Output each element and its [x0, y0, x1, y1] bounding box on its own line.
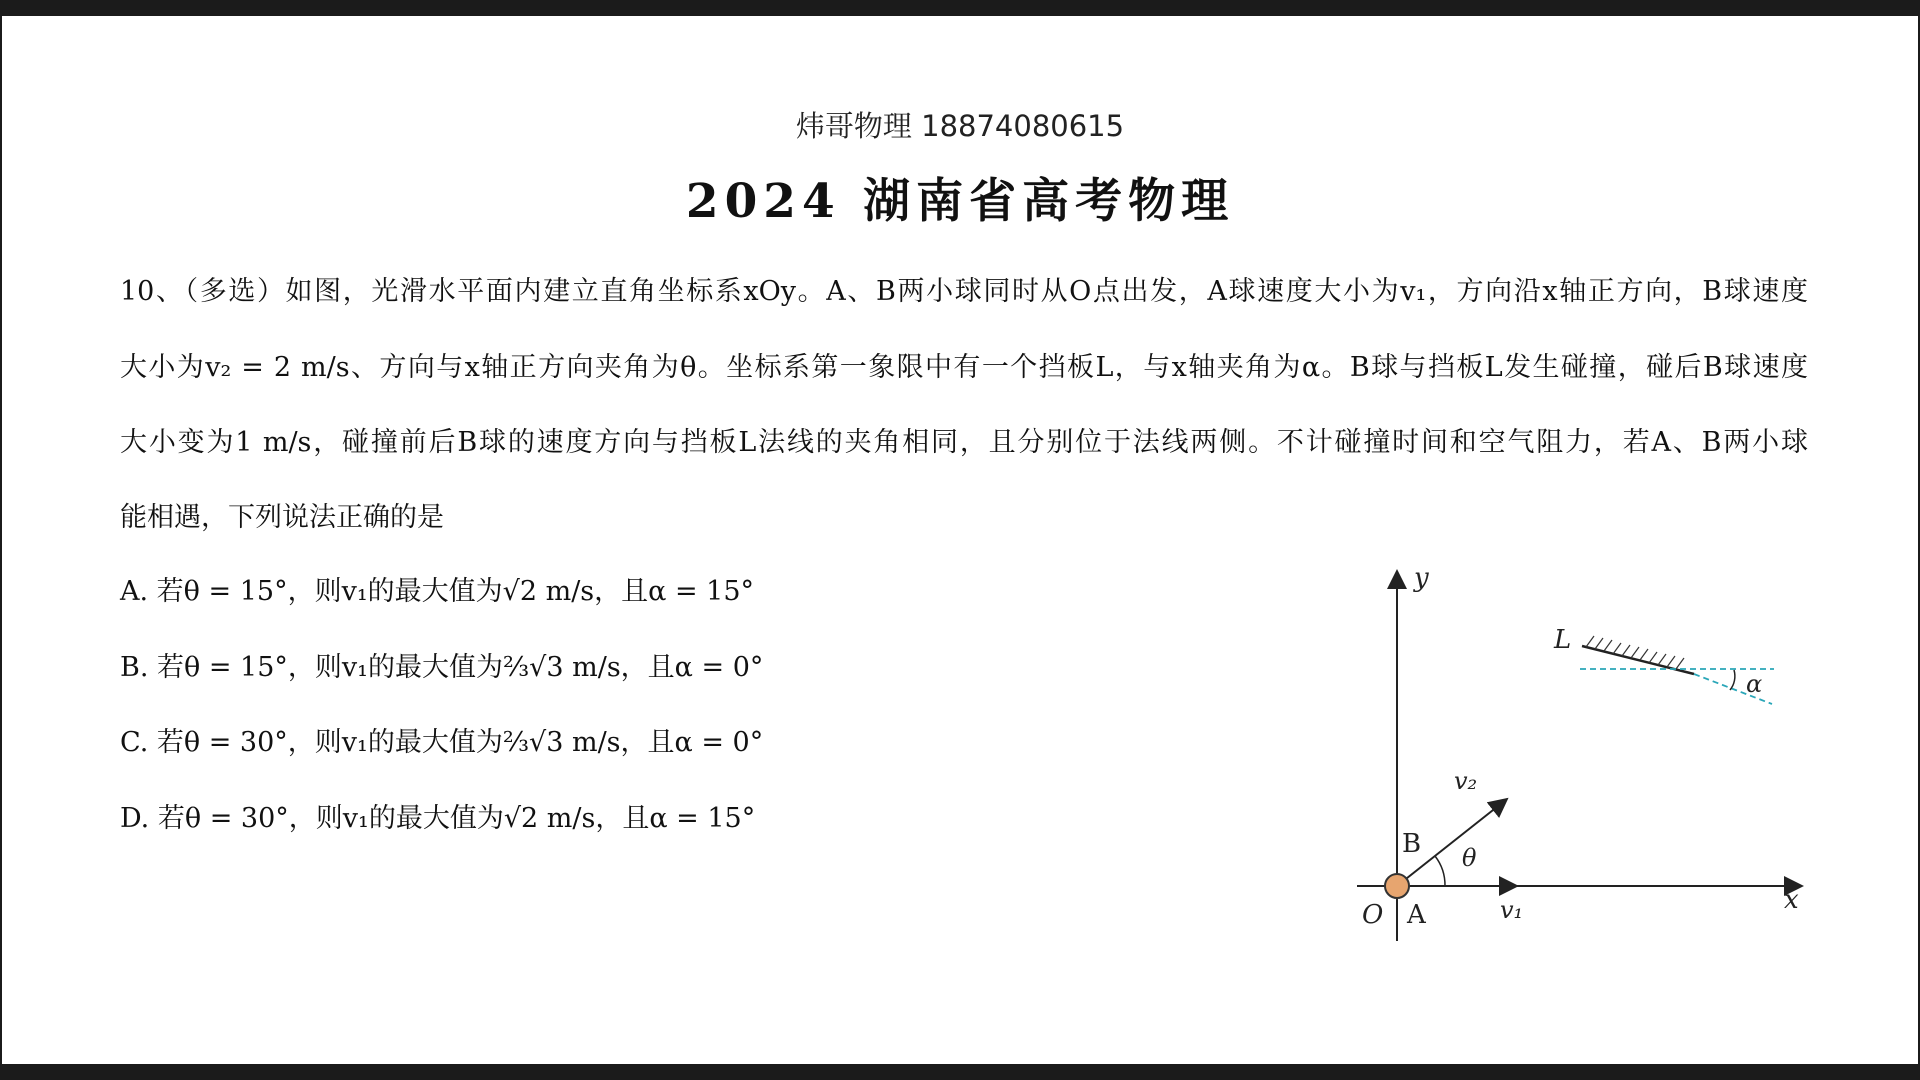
theta-label: θ	[1462, 844, 1477, 872]
question-line-1: 10、（多选）如图，光滑水平面内建立直角坐标系xOy。A、B两小球同时从O点出发，A球速度大小为v₁，方向沿x轴正方向，B球速度	[120, 276, 1808, 307]
question-line-2: 大小为v₂ = 2 m/s、方向与x轴正方向夹角为θ。坐标系第一象限中有一个挡板L，与x轴夹角为α。B球与挡板L发生碰撞，碰后B球速度	[120, 352, 1808, 383]
alpha-label: α	[1746, 670, 1763, 698]
v2-label: v₂	[1454, 767, 1478, 795]
author-contact: 炜哥物理 18874080615	[795, 109, 1125, 143]
option-a: A. 若θ = 15°，则v₁的最大值为√2 m/s，且α = 15°	[120, 576, 755, 607]
option-b: B. 若θ = 15°，则v₁的最大值为⅔√3 m/s，且α = 0°	[120, 652, 764, 683]
question-line-3: 大小变为1 m/s，碰撞前后B球的速度方向与挡板L法线的夹角相同，且分别位于法线两侧。不计碰撞时间和空气阻力，若A、B两小球	[120, 427, 1808, 458]
document-page	[2, 16, 1918, 1064]
physics-diagram	[1302, 556, 1822, 956]
theta-arc	[1435, 856, 1445, 886]
ball-a-label: A	[1407, 900, 1426, 930]
x-axis-label: x	[1784, 885, 1799, 915]
page-title: 2024 湖南省高考物理	[685, 174, 1235, 229]
ball-b-label: B	[1402, 829, 1422, 859]
option-c: C. 若θ = 30°，则v₁的最大值为⅔√3 m/s，且α = 0°	[120, 727, 764, 758]
alpha-arc	[1730, 670, 1735, 690]
barrier-L	[1582, 646, 1694, 674]
question-line-4: 能相遇，下列说法正确的是	[120, 502, 444, 533]
barrier-label: L	[1554, 625, 1572, 655]
barrier-hatching	[1586, 636, 1684, 669]
y-axis-label: y	[1414, 563, 1429, 593]
v1-label: v₁	[1500, 896, 1524, 924]
option-d: D. 若θ = 30°，则v₁的最大值为√2 m/s，且α = 15°	[120, 803, 756, 834]
origin-label: O	[1362, 900, 1384, 930]
ball	[1385, 874, 1409, 898]
